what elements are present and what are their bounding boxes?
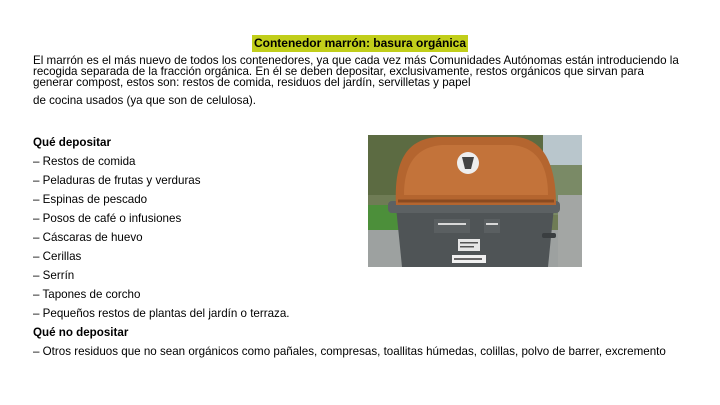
intro-text-last-line: de cocina usados (ya que son de celulosa). [33,94,256,107]
que-depositar-heading: Qué depositar [33,136,111,149]
que-no-depositar-text: – Otros residuos que no sean orgánicos como pañales, compresas, toallitas húmedas, colillas, polvo de barrer, excremento [33,345,666,358]
list-item: – Serrín [33,269,75,282]
brown-bin-photo [368,135,582,267]
list-item: – Restos de comida [33,155,136,168]
list-item: – Tapones de corcho [33,288,141,301]
intro-text: El marrón es el más nuevo de todos los contenedores, ya que cada vez más Comunidades Autónomas están introduciendo la recogida separada de la fracción orgánica. En él se deben depositar, exclusivamente, restos orgánicos que sirvan para generar compost, estos son: restos de comida, residuos del jardín, servilletas y papel [33,54,679,89]
list-item: – Pequeños restos de plantas del jardín o terraza. [33,307,290,320]
list-item: – Espinas de pescado [33,193,148,206]
list-item: – Peladuras de frutas y verduras [33,174,201,187]
list-item: – Posos de café o infusiones [33,212,182,225]
intro-paragraph [33,55,683,106]
organic-bin-image [368,135,582,267]
slide-title: Contenedor marrón: basura orgánica [253,36,467,50]
list-item: – Cerillas [33,250,82,263]
que-no-depositar-heading: Qué no depositar [33,326,129,339]
list-item: – Cáscaras de huevo [33,231,143,244]
